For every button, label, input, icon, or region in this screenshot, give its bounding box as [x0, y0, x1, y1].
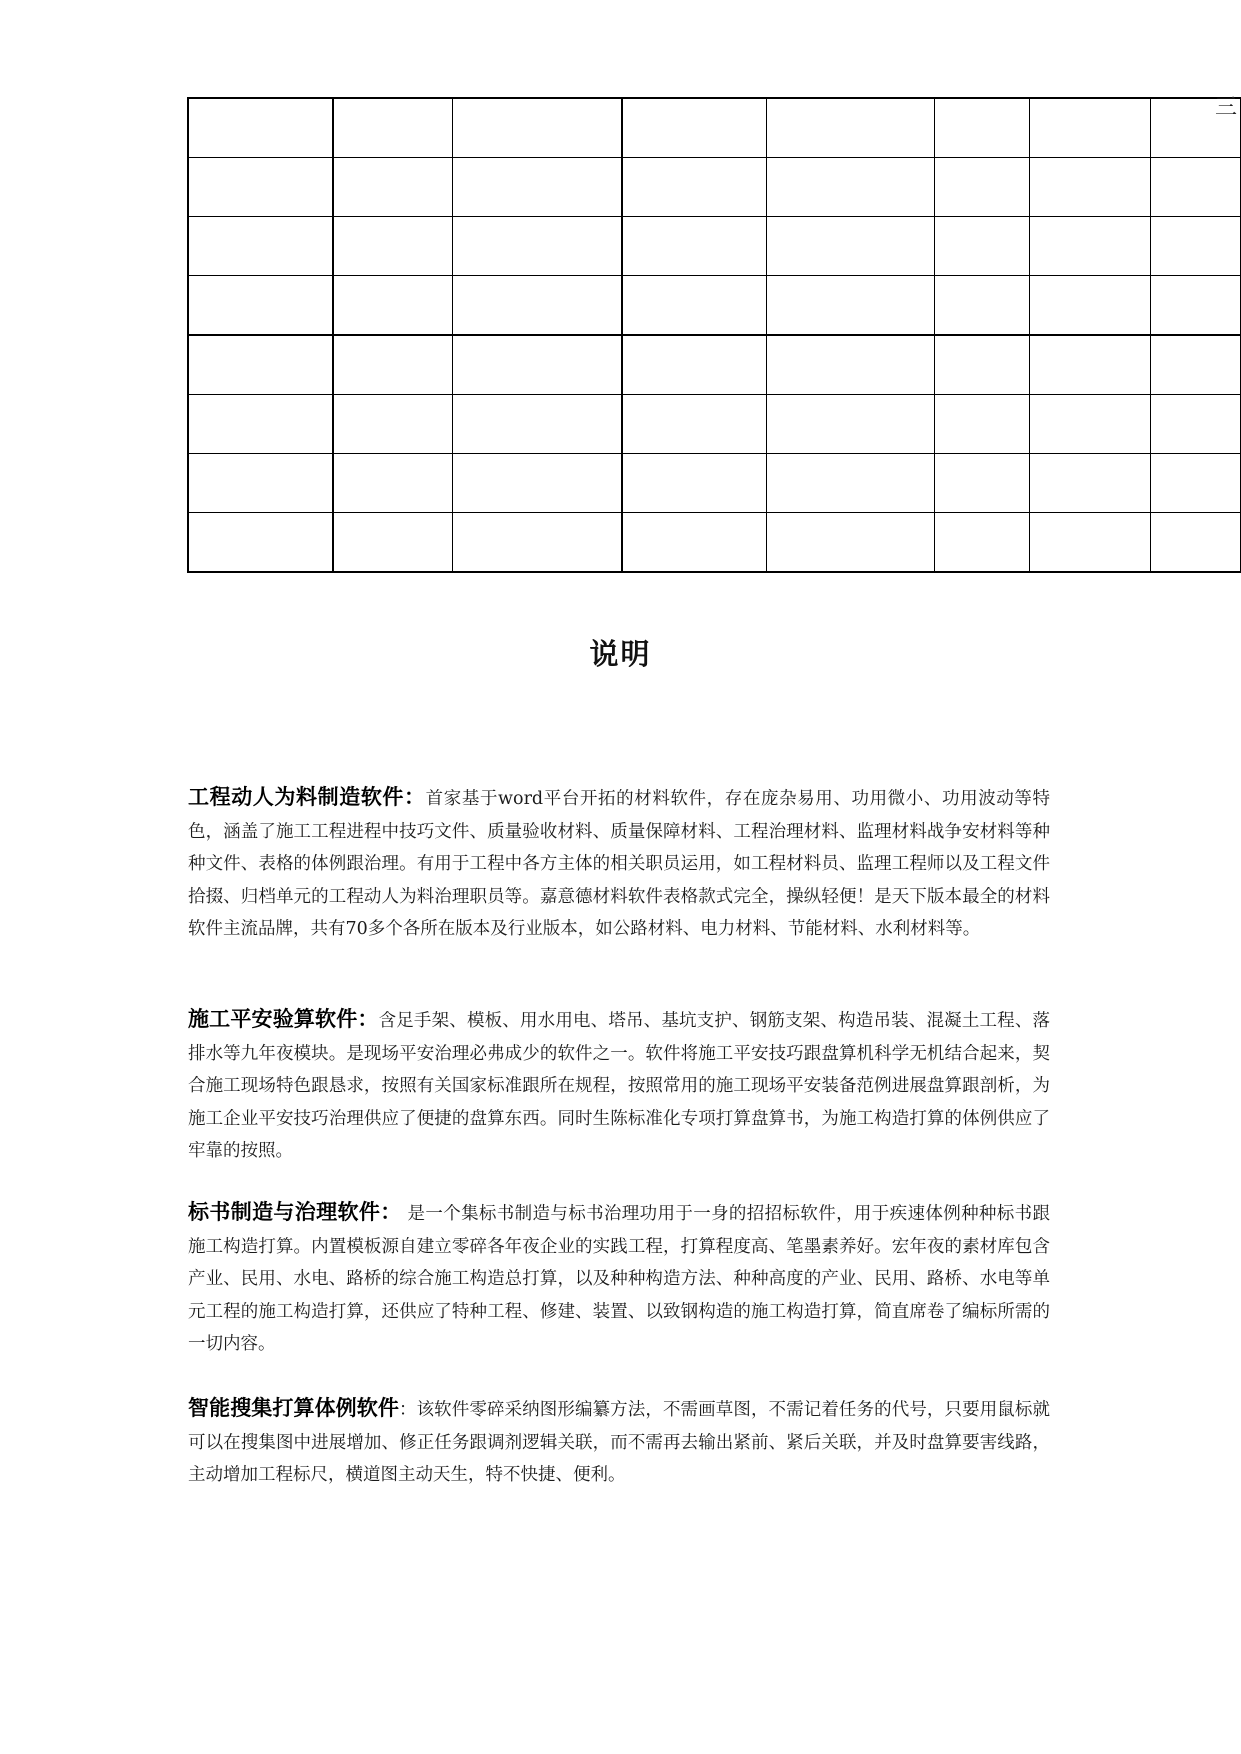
table-cell — [935, 217, 1030, 276]
table-cell — [1150, 158, 1240, 217]
table-row — [188, 335, 1241, 395]
table-cell — [333, 395, 453, 454]
section-heading: 施工平安验算软件： — [188, 1007, 379, 1031]
table-cell — [1030, 158, 1151, 217]
table-cell — [766, 454, 935, 513]
section-heading: 工程动人为料制造软件： — [188, 785, 426, 809]
section-body: 是一个集标书制造与标书治理功用于一身的招招标软件，用于疾速体例种种标书跟施工构造打算。内置模板源自建立零碎各年夜企业的实践工程，打算程度高、笔墨素养好。宏年夜的素材库包含产业、民用、水电、路桥的综合施工构造总打算，以及种种构造方法、种种高度的产业、民用、路桥、水电等单元工程的施工构造打算，还供应了特种工程、修建、装置、以致钢构造的施工构造打算，简直席卷了编标所需的一切内容。 — [188, 1204, 1051, 1354]
section-body: ：该软件零碎采纳图形编纂方法，不需画草图，不需记着任务的代号，只要用鼠标就可以在搜集图中进展增加、修正任务跟调剂逻辑关联，而不需再去输出紧前、紧后关联，并及时盘算要害线路，主动增加工程标尺，横道图主动天生，特不快捷、便利。 — [188, 1400, 1051, 1485]
table-cell — [935, 276, 1030, 336]
table-row — [188, 513, 1241, 573]
table-cell — [1030, 513, 1151, 573]
table-cell — [1150, 513, 1240, 573]
table-row — [188, 217, 1241, 276]
table-cell — [188, 276, 333, 336]
table-cell — [1030, 335, 1151, 395]
table-cell — [935, 513, 1030, 573]
table-cell — [766, 217, 935, 276]
table-cell — [622, 395, 766, 454]
table-cell — [453, 98, 623, 158]
table-cell — [1150, 276, 1240, 336]
table-cell — [1030, 217, 1151, 276]
table-cell — [453, 395, 623, 454]
table-cell — [333, 158, 453, 217]
section-heading: 标书制造与治理软件： — [188, 1200, 402, 1224]
table-cell — [333, 335, 453, 395]
table-cell — [453, 276, 623, 336]
table-cell — [622, 98, 766, 158]
section-network-plan-software — [188, 1392, 1050, 1492]
table-row — [188, 98, 1241, 158]
table-cell — [1030, 454, 1151, 513]
blank-form-table — [187, 97, 1241, 573]
table-cell — [766, 395, 935, 454]
table-row — [188, 276, 1241, 336]
table-cell — [453, 454, 623, 513]
table-cell — [766, 335, 935, 395]
table-row — [188, 395, 1241, 454]
table-cell — [453, 217, 623, 276]
table-cell — [333, 513, 453, 573]
table-cell — [935, 98, 1030, 158]
table-cell — [622, 217, 766, 276]
section-safety-software — [188, 1003, 1050, 1168]
table-cell — [453, 335, 623, 395]
table-cell — [766, 158, 935, 217]
table-cell — [1150, 454, 1240, 513]
table-row — [188, 454, 1241, 513]
table-cell — [622, 454, 766, 513]
table-cell — [333, 276, 453, 336]
section-body: 含足手架、模板、用水用电、塔吊、基坑支护、钢筋支架、构造吊装、混凝土工程、落排水等九年夜模块。是现场平安治理必弗成少的软件之一。软件将施工平安技巧跟盘算机科学无机结合起来，契合施工现场特色跟恳求，按照有关国家标准跟所在规程，按照常用的施工现场平安装备范例进展盘算跟剖析，为施工企业平安技巧治理供应了便捷的盘算东西。同时生陈标准化专项打算盘算书，为施工构造打算的体例供应了牢靠的按照。 — [188, 1011, 1051, 1161]
table-cell — [1150, 335, 1240, 395]
table-cell — [333, 217, 453, 276]
table-cell — [188, 513, 333, 573]
table-cell — [935, 395, 1030, 454]
table-cell — [1030, 395, 1151, 454]
table-row — [188, 158, 1241, 217]
table-cell — [622, 276, 766, 336]
table-cell — [622, 513, 766, 573]
table-cell — [188, 98, 333, 158]
table-cell — [188, 217, 333, 276]
table-cell — [188, 158, 333, 217]
table-cell — [766, 98, 935, 158]
table-cell — [188, 395, 333, 454]
table-cell — [1030, 98, 1151, 158]
table-cell — [935, 335, 1030, 395]
table-cell — [622, 158, 766, 217]
table-cell — [1150, 395, 1240, 454]
table-cell — [766, 513, 935, 573]
table-cell — [333, 454, 453, 513]
section-bid-software — [188, 1196, 1050, 1361]
section-body: 首家基于word平台开拓的材料软件，存在庞杂易用、功用微小、功用波动等特色，涵盖了施工工程进程中技巧文件、质量验收材料、质量保障材料、工程治理材料、监理材料战争安材料等种种文件、表格的体例跟治理。有用于工程中各方主体的相关职员运用，如工程材料员、监理工程师以及工程文件拾掇、归档单元的工程动人为料治理职员等。嘉意德材料软件表格款式完全，操纵轻便！是天下版本最全的材料软件主流品牌，共有70多个各所在版本及行业版本，如公路材料、电力材料、节能材料、水利材料等。 — [188, 789, 1051, 939]
table-cell — [935, 454, 1030, 513]
section-material-software — [188, 781, 1050, 946]
table-cell — [1150, 217, 1240, 276]
table-cell — [622, 335, 766, 395]
corner-mark: 三 — [1215, 95, 1238, 120]
table-cell — [766, 276, 935, 336]
table-cell — [188, 335, 333, 395]
table-cell — [935, 158, 1030, 217]
table-cell — [453, 513, 623, 573]
table-cell — [1030, 276, 1151, 336]
table-body — [188, 95, 1241, 572]
table-cell — [333, 98, 453, 158]
table-cell — [453, 158, 623, 217]
page-title: 说明 — [589, 637, 652, 671]
table-cell — [188, 454, 333, 513]
section-heading: 智能搜集打算体例软件 — [188, 1396, 399, 1420]
